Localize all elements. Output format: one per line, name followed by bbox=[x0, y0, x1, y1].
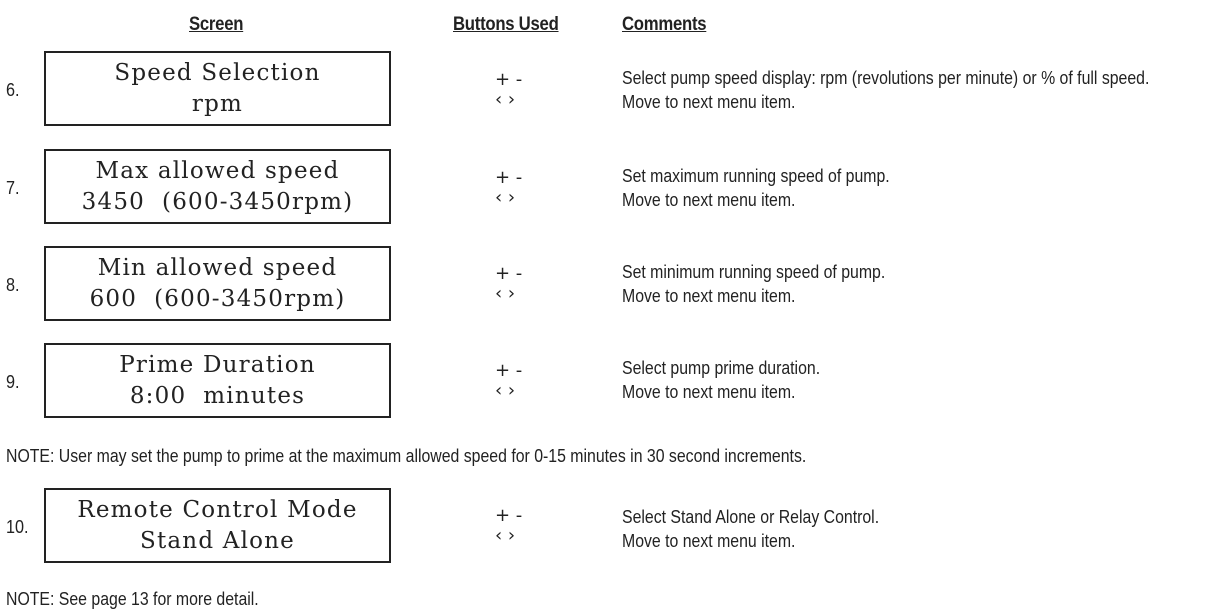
buttons-used bbox=[495, 168, 535, 208]
arrow-buttons: ‹ › bbox=[495, 187, 516, 208]
header-comments: Comments bbox=[622, 14, 707, 35]
buttons-used bbox=[495, 264, 535, 304]
header-buttons-used: Buttons Used bbox=[453, 14, 559, 35]
lcd-line-2: rpm bbox=[191, 90, 244, 117]
lcd-line-1: Prime Duration bbox=[119, 351, 316, 378]
lcd-line-1: Max allowed speed bbox=[95, 157, 340, 184]
buttons-used bbox=[495, 506, 535, 546]
note-prime-duration: NOTE: User may set the pump to prime at the maximum allowed speed for 0-15 minutes in 30 second increments. bbox=[6, 446, 807, 466]
plus-minus-buttons: + - bbox=[495, 69, 523, 90]
comment-line-1: Select pump prime duration. bbox=[622, 358, 821, 378]
comment-line-1: Select Stand Alone or Relay Control. bbox=[622, 507, 880, 527]
comments bbox=[622, 260, 885, 308]
comments bbox=[622, 356, 820, 404]
comment-line-1: Set minimum running speed of pump. bbox=[622, 262, 886, 282]
lcd-line-1: Speed Selection bbox=[114, 59, 321, 86]
comment-line-2: Move to next menu item. bbox=[622, 286, 796, 306]
row-number: 6. bbox=[6, 80, 20, 100]
lcd-screen-max-allowed-speed bbox=[44, 149, 391, 224]
note-see-page-13: NOTE: See page 13 for more detail. bbox=[6, 589, 259, 609]
arrow-buttons: ‹ › bbox=[495, 283, 516, 304]
lcd-screen-min-allowed-speed bbox=[44, 246, 391, 321]
arrow-buttons: ‹ › bbox=[495, 89, 516, 110]
lcd-line-2: Stand Alone bbox=[140, 527, 295, 554]
plus-minus-buttons: + - bbox=[495, 360, 523, 381]
header-screen: Screen bbox=[189, 14, 244, 35]
comment-line-2: Move to next menu item. bbox=[622, 190, 796, 210]
plus-minus-buttons: + - bbox=[495, 167, 523, 188]
lcd-line-1: Min allowed speed bbox=[97, 254, 338, 281]
buttons-used bbox=[495, 361, 535, 401]
row-number: 9. bbox=[6, 372, 20, 392]
buttons-used bbox=[495, 70, 535, 110]
lcd-line-2: 8:00 minutes bbox=[129, 382, 306, 409]
row-number: 8. bbox=[6, 275, 20, 295]
lcd-line-2: 600 (600-3450rpm) bbox=[89, 285, 346, 312]
comment-line-1: Set maximum running speed of pump. bbox=[622, 166, 890, 186]
lcd-line-2: 3450 (600-3450rpm) bbox=[81, 188, 354, 215]
lcd-screen-speed-selection bbox=[44, 51, 391, 126]
lcd-line-1: Remote Control Mode bbox=[77, 496, 358, 523]
comments bbox=[622, 505, 879, 553]
arrow-buttons: ‹ › bbox=[495, 525, 516, 546]
row-number: 10. bbox=[6, 517, 29, 537]
plus-minus-buttons: + - bbox=[495, 505, 523, 526]
lcd-screen-remote-control-mode bbox=[44, 488, 391, 563]
arrow-buttons: ‹ › bbox=[495, 380, 516, 401]
comment-line-1: Select pump speed display: rpm (revolutions per minute) or % of full speed. bbox=[622, 68, 1150, 88]
lcd-screen-prime-duration bbox=[44, 343, 391, 418]
comment-line-2: Move to next menu item. bbox=[622, 382, 796, 402]
comments bbox=[622, 66, 1149, 114]
comments bbox=[622, 164, 890, 212]
comment-line-2: Move to next menu item. bbox=[622, 92, 796, 112]
comment-line-2: Move to next menu item. bbox=[622, 531, 796, 551]
plus-minus-buttons: + - bbox=[495, 263, 523, 284]
row-number: 7. bbox=[6, 178, 20, 198]
